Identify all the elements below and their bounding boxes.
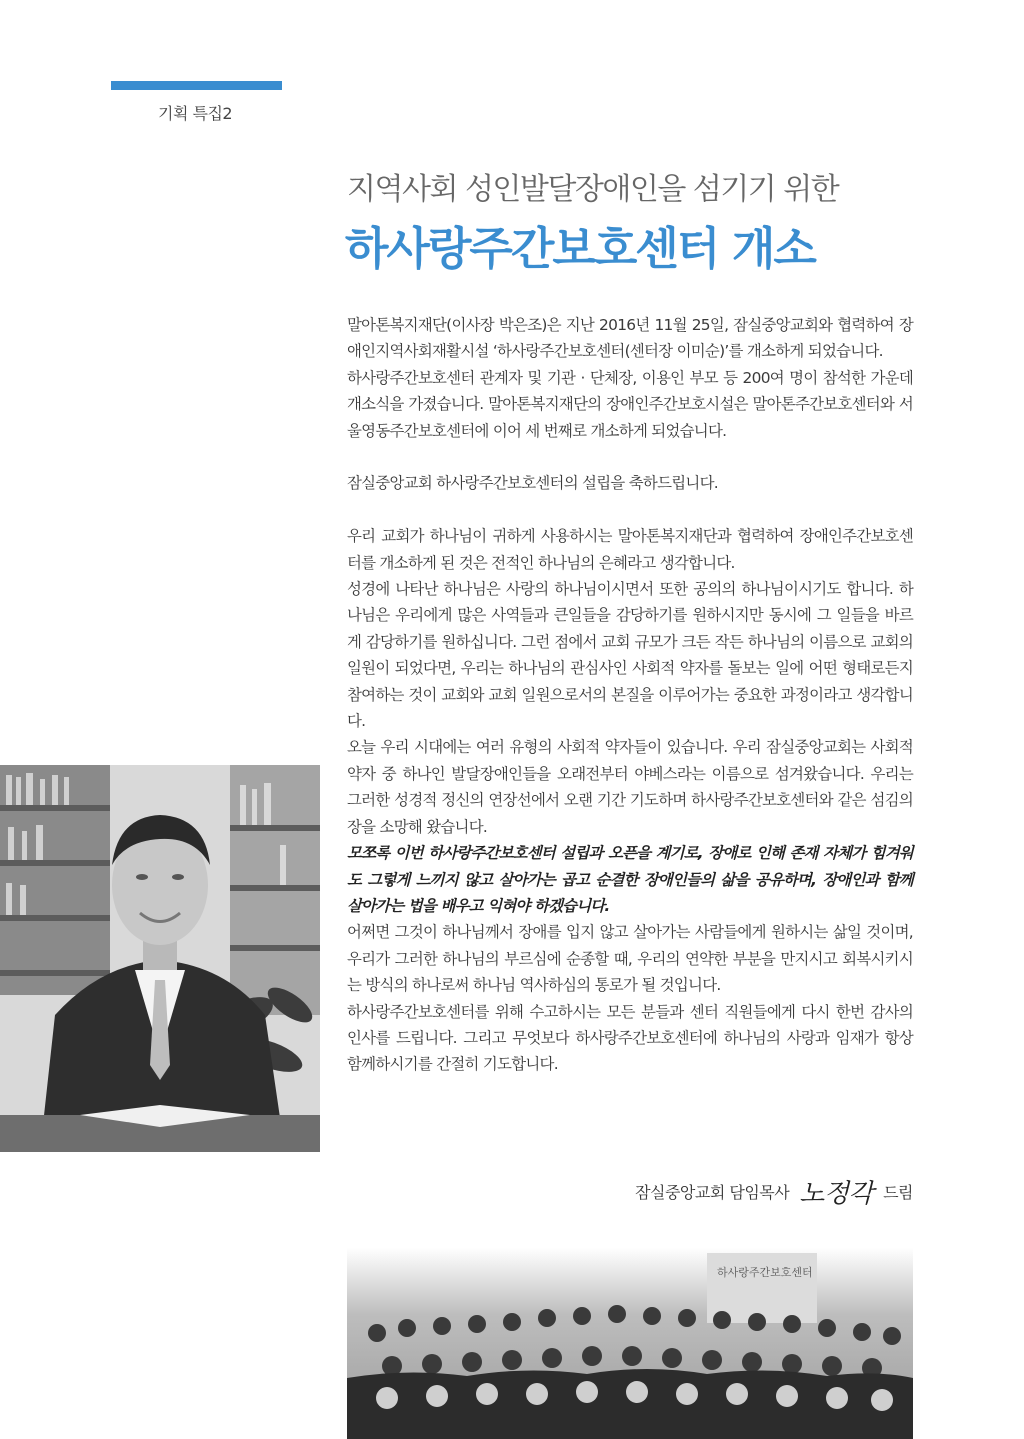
- paragraph: 성경에 나타난 하나님은 사랑의 하나님이시면서 또한 공의의 하나님이시기도 합니다. 하나님은 우리에게 많은 사역들과 큰일들을 감당하기를 원하시지만 동시에 그 일들을 바르게 감당하기를 원하십니다. 그런 점에서 교회 규모가 크든 작든 하나님의 이름으로 교회의 일원이 되었다면, 우리는 하나님의 관심사인 사회적 약자를 돌보는 일에 어떤 형태로든지 참여하는 것이 교회와 교회 일원으로서의 본질을 이루어가는 중요한 과정이라고 생각합니다.: [347, 580, 913, 731]
- banner-text: 하사랑주간보호센터: [717, 1266, 813, 1279]
- article-title: 하사랑주간보호센터 개소: [345, 222, 815, 275]
- emphasis-paragraph: 모쪼록 이번 하사랑주간보호센터 설립과 오픈을 계기로, 장애로 인해 존재 자체가 힘겨워도 그렇게 느끼지 않고 살아가는 곱고 순결한 장애인들의 삶을 공유하며, 장애인과 함께 살아가는 법을 배우고 익혀야 하겠습니다.: [347, 844, 913, 915]
- signature-prefix: 잠실중앙교회 담임목사: [635, 1183, 790, 1202]
- spacer: [347, 497, 913, 523]
- article-subtitle: 지역사회 성인발달장애인을 섬기기 위한: [347, 172, 839, 207]
- spacer: [347, 444, 913, 470]
- signature-suffix: 드림: [883, 1183, 913, 1202]
- paragraph: 하사랑주간보호센터를 위해 수고하시는 모든 분들과 센터 직원들에게 다시 한번 감사의 인사를 드립니다. 그리고 무엇보다 하사랑주간보호센터에 하나님의 사랑과 임재가 항상 함께하시기를 간절히 기도합니다.: [347, 1002, 913, 1074]
- paragraph: 잠실중앙교회 하사랑주간보호센터의 설립을 축하드립니다.: [347, 474, 718, 493]
- paragraph: 말아톤복지재단(이사장 박은조)은 지난 2016년 11월 25일, 잠실중앙교회와 협력하여 장애인지역사회재활시설 ‘하사랑주간보호센터(센터장 이미순)’를 개소하게 되었습니다.: [347, 316, 913, 361]
- group-photo: [347, 1248, 913, 1439]
- section-accent-bar: [111, 81, 282, 90]
- signature-line: [635, 1173, 913, 1210]
- pastor-portrait-photo: [0, 765, 320, 1152]
- handwritten-signature: 노정각: [799, 1179, 874, 1209]
- paragraph: 어쩌면 그것이 하나님께서 장애를 입지 않고 살아가는 사람들에게 원하시는 삶일 것이며, 우리가 그러한 하나님의 부르심에 순종할 때, 우리의 연약한 부분을 만지시고 회복시키시는 방식의 하나로써 하나님 역사하심의 통로가 될 것입니다.: [347, 923, 913, 995]
- paragraph: 오늘 우리 시대에는 여러 유형의 사회적 약자들이 있습니다. 우리 잠실중앙교회는 사회적 약자 중 하나인 발달장애인들을 오래전부터 야베스라는 이름으로 섬겨왔습니다. 우리는 그러한 성경적 정신의 연장선에서 오랜 기간 기도하며 하사랑주간보호센터와 같은 섬김의 장을 소망해 왔습니다.: [347, 738, 913, 836]
- section-label: 기획 특집2: [158, 104, 233, 123]
- paragraph: 하사랑주간보호센터 관계자 및 기관 · 단체장, 이용인 부모 등 200여 명이 참석한 가운데 개소식을 가졌습니다. 말아톤복지재단의 장애인주간보호시설은 말아톤주간보호센터와 서울영동주간보호센터에 이어 세 번째로 개소하게 되었습니다.: [347, 368, 913, 440]
- paragraph: 우리 교회가 하나님이 귀하게 사용하시는 말아톤복지재단과 협력하여 장애인주간보호센터를 개소하게 된 것은 전적인 하나님의 은혜라고 생각합니다.: [347, 527, 913, 572]
- article-body: [347, 312, 913, 1078]
